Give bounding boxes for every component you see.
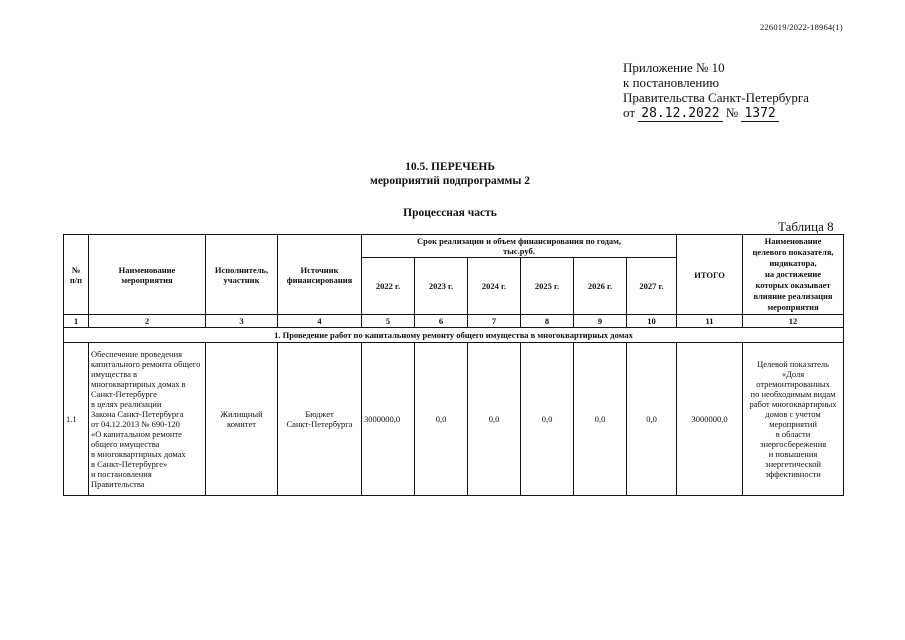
appendix-line-1: Приложение № 10 [623,60,725,75]
row-value-2023: 0,0 [415,343,468,496]
column-number: 4 [278,315,362,328]
table-label: Таблица 8 [778,219,834,234]
appendix-date-line [623,105,823,121]
page-bottom-edge [0,626,905,640]
row-value-2025: 0,0 [521,343,574,496]
row-num: 1.1 [64,343,89,496]
header-executor: Исполнитель, участник [206,235,278,315]
column-number: 7 [468,315,521,328]
title-line-1: 10.5. ПЕРЕЧЕНЬ [405,161,495,173]
row-executor: Жилищный комитет [206,343,278,496]
column-number: 12 [743,315,844,328]
column-number: 6 [415,315,468,328]
column-number: 1 [64,315,89,328]
row-value-2024: 0,0 [468,343,521,496]
column-number-row [64,315,844,328]
column-number: 5 [362,315,415,328]
header-period: Срок реализации и объем финансирования по годам, тыс.руб. [362,235,677,258]
column-number: 11 [677,315,743,328]
section-subtitle: Процессная часть [403,207,497,219]
column-number: 2 [89,315,206,328]
header-year-2027: 2027 г. [627,258,677,315]
row-value-2027: 0,0 [627,343,677,496]
header-row-1 [64,235,844,258]
column-number: 3 [206,315,278,328]
row-total: 3000000,0 [677,343,743,496]
resolution-number: 1372 [741,106,778,122]
row-value-2026: 0,0 [574,343,627,496]
measures-table [63,234,844,496]
from-label: от [623,105,636,120]
header-source: Источник финансирования [278,235,362,315]
appendix-line-3: Правительства Санкт-Петербурга [623,90,809,105]
number-label: № [725,105,739,120]
resolution-date: 28.12.2022 [638,106,722,122]
table-row [64,343,844,496]
header-name: Наименование мероприятия [89,235,206,315]
row-value-2022: 3000000,0 [362,343,415,496]
header-year-2023: 2023 г. [415,258,468,315]
column-number: 8 [521,315,574,328]
header-indicator: Наименование целевого показателя, индикатора, на достижение которых оказывает влияние реализация мероприятия [743,235,844,315]
document-registration-number: 226019/2022-18964(1) [760,22,843,32]
header-year-2022: 2022 г. [362,258,415,315]
document-title [300,160,600,188]
title-line-2: мероприятий подпрограммы 2 [369,175,530,187]
row-name: Обеспечение проведения капитального ремонта общего имущества в многоквартирных домах в Санкт-Петербурге в целях реализации Закона Санкт-Петербурга от 04.12.2013 № 690-120 «О капитальном ремонте общего имущества в многоквартирных домах в Санкт-Петербурге» и постановления Правительства [89,343,206,496]
row-indicator: Целевой показатель «Доля отремонтированных по необходимым видам работ многоквартирных домов с учетом мероприятий в области энергосбережения и повышения энергетической эффективности [743,343,844,496]
header-year-2025: 2025 г. [521,258,574,315]
section-row [64,328,844,343]
header-year-2026: 2026 г. [574,258,627,315]
section-title: 1. Проведение работ по капитальному ремонту общего имущества в многоквартирных домах [64,328,844,343]
column-number: 10 [627,315,677,328]
appendix-line-2: к постановлению [623,75,720,90]
appendix-block [623,60,823,121]
header-num: № п/п [64,235,89,315]
column-number: 9 [574,315,627,328]
header-year-2024: 2024 г. [468,258,521,315]
row-source: Бюджет Санкт-Петербурга [278,343,362,496]
header-total: ИТОГО [677,235,743,315]
